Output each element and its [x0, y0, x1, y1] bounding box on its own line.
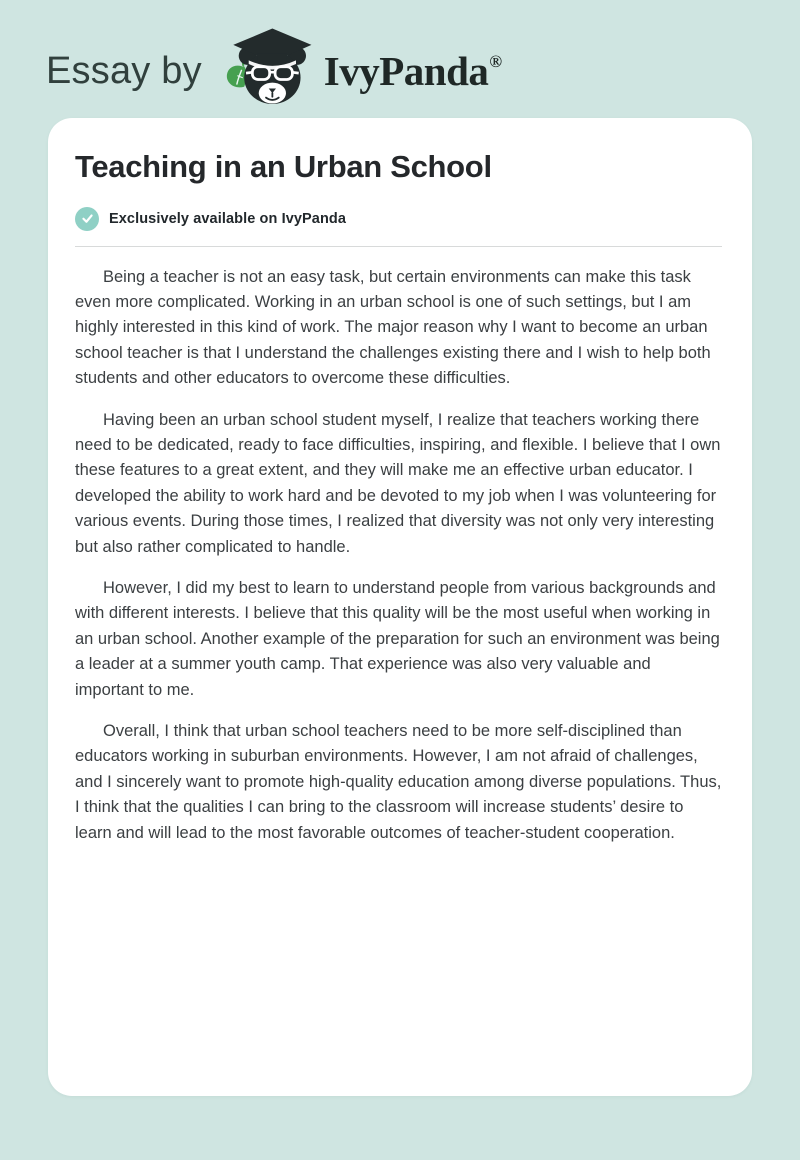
badge-label: Exclusively available on IvyPanda: [109, 210, 347, 227]
exclusive-badge: [75, 207, 722, 231]
site-header: [0, 0, 800, 118]
essay-body: [75, 247, 722, 847]
essay-paragraph-3: However, I did my best to learn to understand people from various backgrounds and with different interests. I believe that this quality will be the most useful when working in an urban school. Another example of the preparation for such an environment was being a leader at a summer youth camp. That experience was also very valuable and important to me.: [75, 579, 720, 699]
check-icon: [75, 207, 99, 231]
header-prefix: Essay by: [46, 49, 202, 92]
essay-card: [48, 118, 752, 1096]
brand-text: IvyPanda: [323, 48, 489, 94]
essay-paragraph-1: Being a teacher is not an easy task, but certain environments can make this task even more complicated. Working in an urban school is one of such settings, but I am highly interested in this kind of work. The major reason why I want to become an urban school teacher is that I understand the challenges existing there and I wish to help both students and other educators to overcome these difficulties.: [75, 267, 711, 388]
essay-paragraph-2: Having been an urban school student myself, I realize that teachers working there need to be dedicated, ready to face difficulties, inspiring, and flexible. I believe that I own these features to a great extent, and they will make me an effective urban educator. I developed the ability to work hard and be devoted to my job when I was volunteering for various events. During those times, I realized that diversity was not only very interesting but also rather complicated to handle.: [75, 410, 721, 556]
essay-title: Teaching in an Urban School: [75, 149, 492, 184]
registered-mark: ®: [489, 52, 502, 71]
essay-paragraph-4: Overall, I think that urban school teachers need to be more self-disciplined than educators working in suburban environments. However, I am not afraid of challenges, and I sincerely want to promote high-quality education among diverse populations. Thus, I think that the qualities I can bring to the classroom will increase students’ desire to learn and will lead to the most favorable outcomes of teacher-student cooperation.: [75, 722, 722, 842]
brand-name: [324, 47, 502, 95]
ivypanda-panda-logo-icon: [216, 23, 316, 115]
